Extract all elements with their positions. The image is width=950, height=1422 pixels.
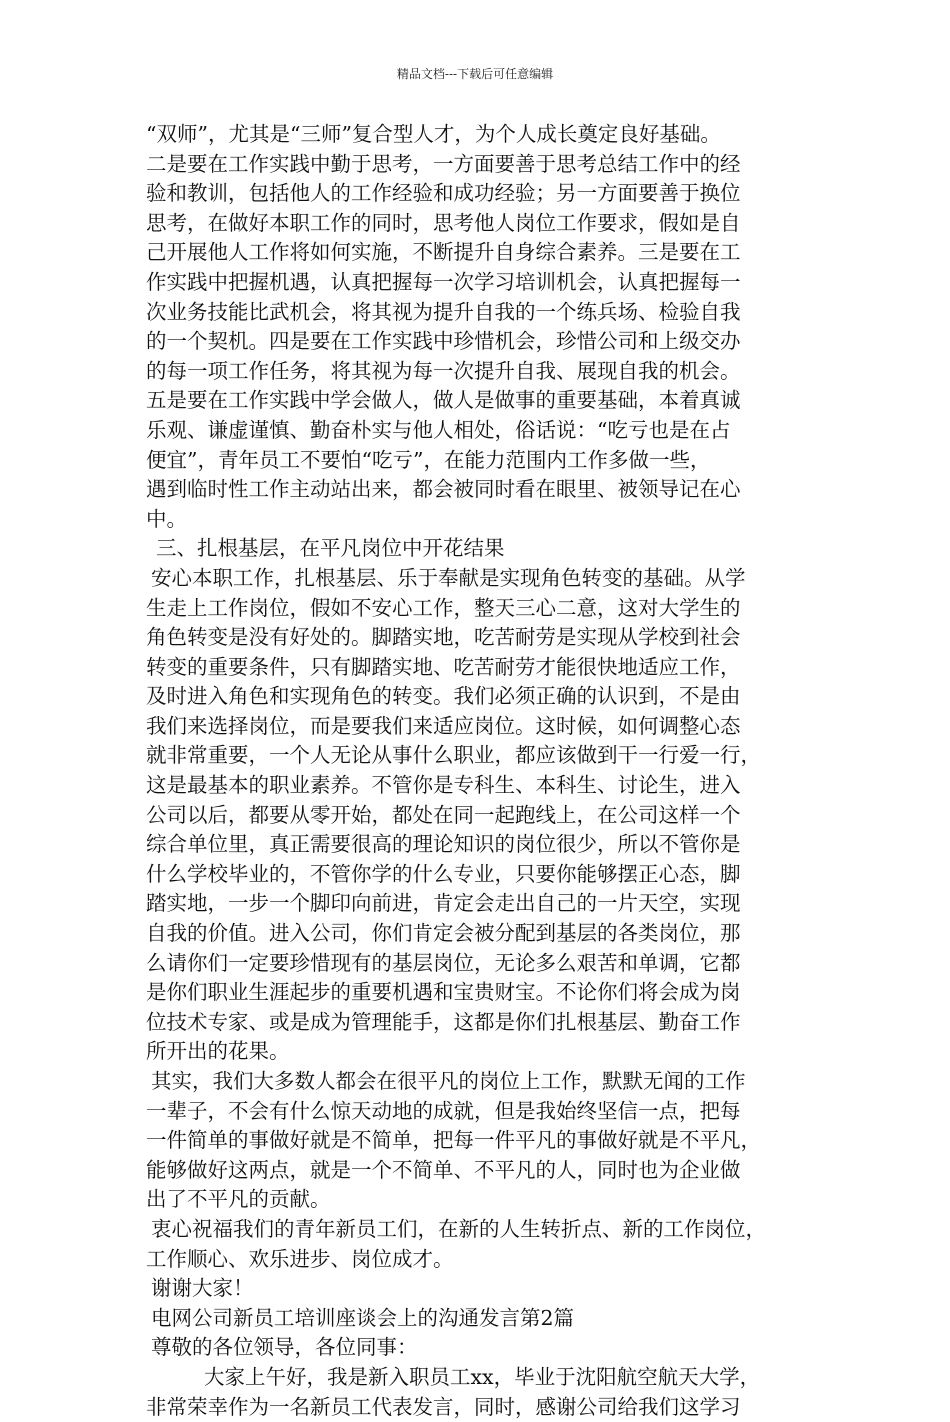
text-line: 作实践中把握机遇，认真把握每一次学习培训机会，认真把握每一 — [146, 269, 741, 294]
text-line: 非常荣幸作为一名新员工代表发言，同时，感谢公司给我们这学习 — [146, 1394, 741, 1419]
text-line: 么请你们一定要珍惜现有的基层岗位，无论多么艰苦和单调，它都 — [146, 950, 741, 975]
text-line: 位技术专家、或是成为管理能手，这都是你们扎根基层、勤奋工作 — [146, 1009, 741, 1034]
text-line: 这是最基本的职业素养。不管你是专科生、本科生、讨论生，进入 — [146, 773, 741, 798]
text-line: 出了不平凡的贡献。 — [146, 1187, 331, 1212]
text-line: 就非常重要，一个人无论从事什么职业，都应该做到干一行爱一行， — [146, 743, 761, 768]
text-line: 综合单位里，真正需要很高的理论知识的岗位很少，所以不管你是 — [146, 832, 741, 857]
text-line: 谢谢大家！ — [151, 1276, 254, 1301]
section-heading: 三、扎根基层，在平凡岗位中开花结果 — [156, 536, 505, 561]
document-body — [146, 120, 826, 1422]
text-line: 二是要在工作实践中勤于思考，一方面要善于思考总结工作中的经 — [146, 151, 741, 176]
text-line: 工作顺心、欢乐进步、岗位成才。 — [146, 1246, 454, 1271]
text-line: 我们来选择岗位，而是要我们来适应岗位。这时候，如何调整心态 — [146, 713, 741, 738]
text-line: 能够做好这两点，就是一个不简单、不平凡的人，同时也为企业做 — [146, 1157, 741, 1182]
text-line: 衷心祝福我们的青年新员工们，在新的人生转折点、新的工作岗位， — [151, 1216, 766, 1241]
text-line: 所开出的花果。 — [146, 1039, 290, 1064]
text-line: 遇到临时性工作主动站出来，都会被同时看在眼里、被领导记在心 — [146, 477, 741, 502]
text-line: 自我的价值。进入公司，你们肯定会被分配到基层的各类岗位，那 — [146, 921, 741, 946]
text-line: 五是要在工作实践中学会做人，做人是做事的重要基础，本着真诚 — [146, 388, 741, 413]
text-line: 思考，在做好本职工作的同时，思考他人岗位工作要求，假如是自 — [146, 210, 741, 235]
text-line: 次业务技能比武机会，将其视为提升自我的一个练兵场、检验自我 — [146, 299, 741, 324]
text-line: 一件简单的事做好就是不简单，把每一件平凡的事做好就是不平凡， — [146, 1128, 761, 1153]
text-line: 便宜”，青年员工不要怕“吃亏”，在能力范围内工作多做一些， — [146, 447, 711, 472]
text-line: 安心本职工作，扎根基层、乐于奉献是实现角色转变的基础。从学 — [151, 565, 746, 590]
text-line: 及时进入角色和实现角色的转变。我们必须正确的认识到，不是由 — [146, 684, 741, 709]
text-line: 的一个契机。四是要在工作实践中珍惜机会，珍惜公司和上级交办 — [146, 329, 741, 354]
text-line: 的每一项工作任务，将其视为每一次提升自我、展现自我的机会。 — [146, 358, 741, 383]
text-line: 公司以后，都要从零开始，都处在同一起跑线上，在公司这样一个 — [146, 802, 741, 827]
text-line: 转变的重要条件，只有脚踏实地、吃苦耐劳才能很快地适应工作， — [146, 654, 741, 679]
text-line: 一辈子，不会有什么惊天动地的成就，但是我始终坚信一点，把每 — [146, 1098, 741, 1123]
text-line: 乐观、谦虚谨慎、勤奋朴实与他人相处，俗话说：“吃亏也是在占 — [146, 417, 731, 442]
text-line: 己开展他人工作将如何实施，不断提升自身综合素养。三是要在工 — [146, 240, 741, 265]
article-title: 电网公司新员工培训座谈会上的沟通发言第2篇 — [151, 1305, 575, 1330]
salutation: 尊敬的各位领导，各位同事： — [151, 1335, 418, 1360]
text-line: 其实，我们大多数人都会在很平凡的岗位上工作，默默无闻的工作 — [151, 1069, 746, 1093]
text-line: 大家上午好，我是新入职员工xx，毕业于沈阳航空航天大学， — [204, 1364, 761, 1389]
text-line: 踏实地，一步一个脚印向前进，肯定会走出自己的一片天空，实现 — [146, 891, 741, 916]
text-line: “双师”，尤其是“三师”复合型人才，为个人成长奠定良好基础。 — [146, 122, 721, 146]
text-line: 什么学校毕业的，不管你学的什么专业，只要你能够摆正心态，脚 — [146, 861, 741, 886]
text-line: 验和教训，包括他人的工作经验和成功经验；另一方面要善于换位 — [146, 181, 741, 206]
text-line: 生走上工作岗位，假如不安心工作，整天三心二意，这对大学生的 — [146, 595, 741, 620]
text-line: 是你们职业生涯起步的重要机遇和宝贵财宝。不论你们将会成为岗 — [146, 980, 741, 1005]
text-line: 中。 — [146, 506, 187, 531]
page-header: 精品文档---下载后可任意编辑 — [396, 67, 554, 81]
text-line: 角色转变是没有好处的。脚踏实地，吃苦耐劳是实现从学校到社会 — [146, 625, 741, 650]
